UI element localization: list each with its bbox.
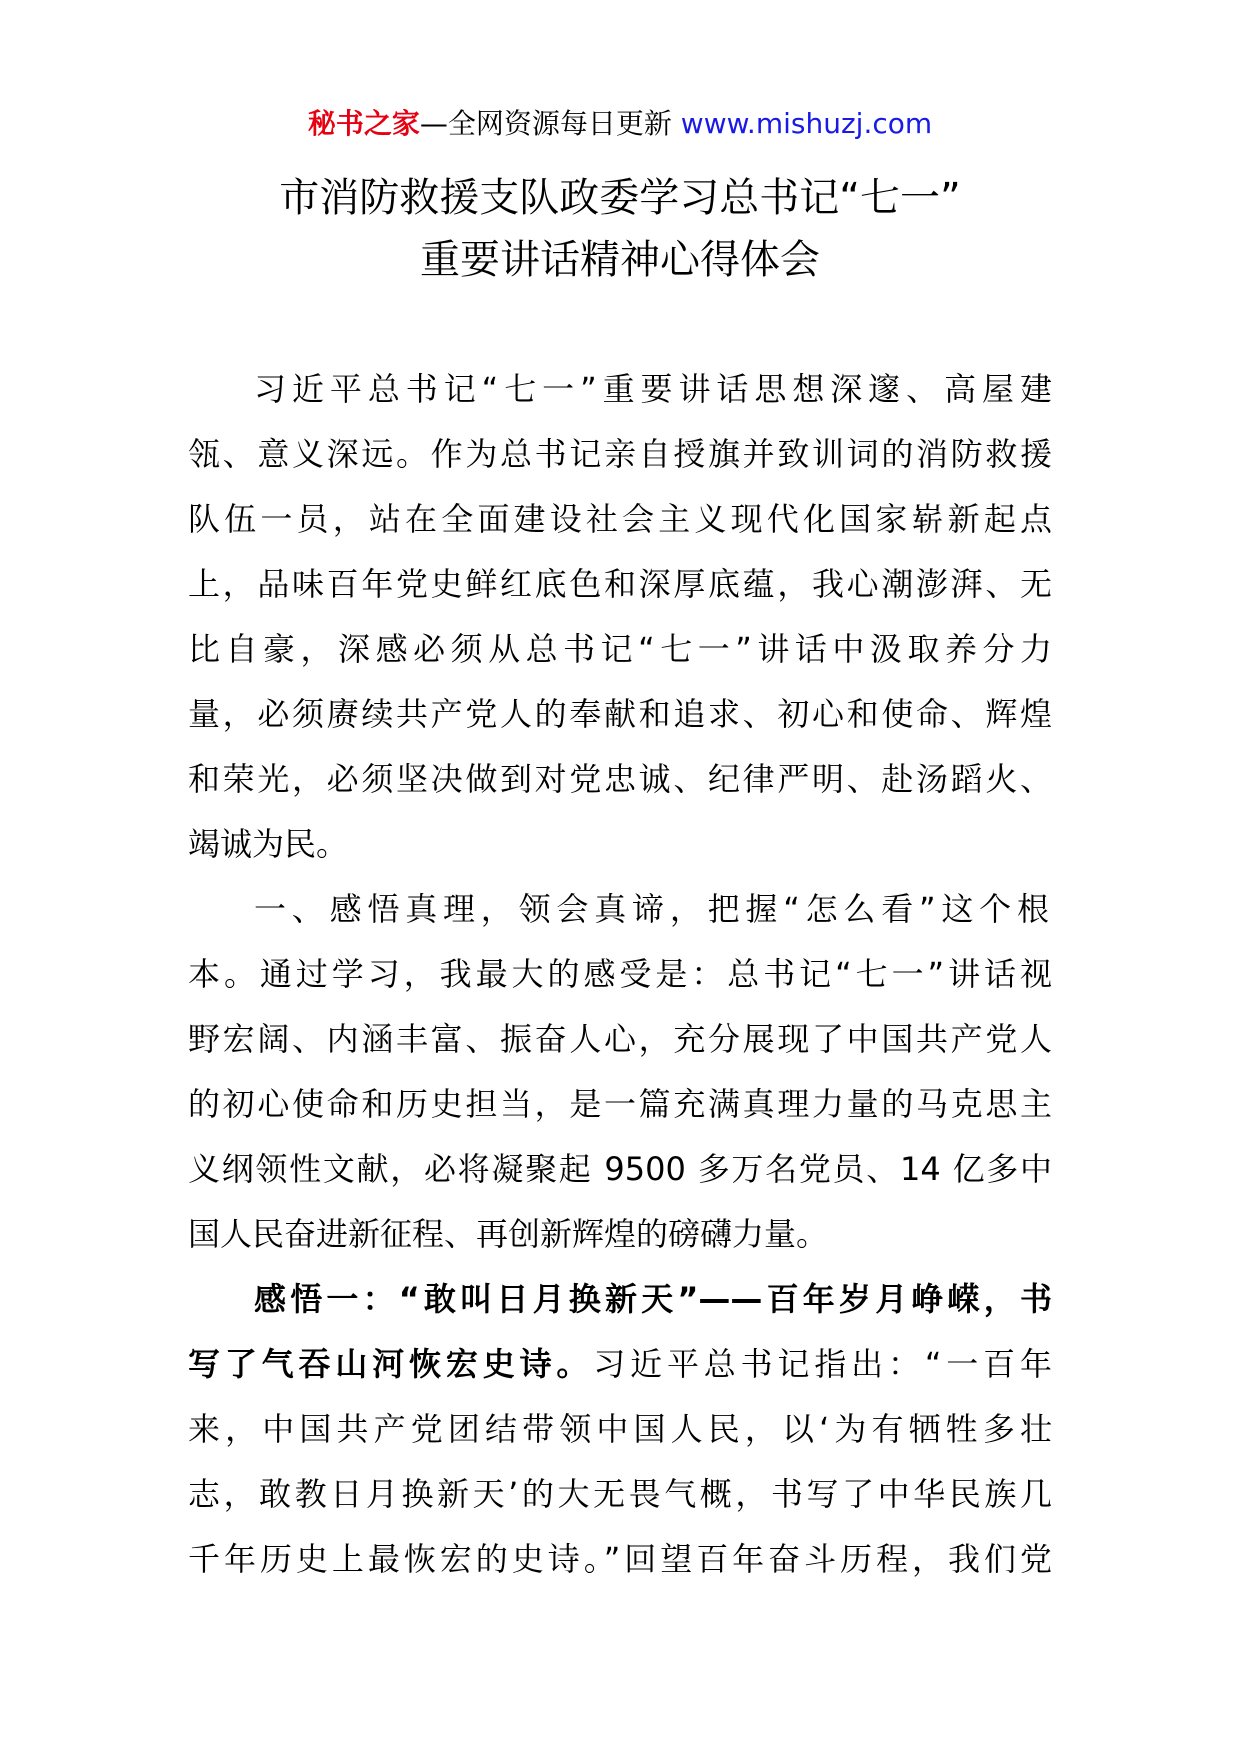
header-tagline: —全网资源每日更新	[419, 107, 672, 140]
document-title-line-2: 重要讲话精神心得体会	[420, 237, 820, 283]
text-line: 瓴、意义深远。作为总书记亲自授旗并致训词的消防救援	[188, 435, 1052, 473]
text-line	[188, 1332, 1052, 1397]
text-line: 上，品味百年党史鲜红底色和深厚底蕴，我心潮澎湃、无	[188, 565, 1052, 603]
quote-intro: 习近平总书记指出：“一百年	[593, 1345, 1052, 1383]
text-line: 本。通过学习，我最大的感受是：总书记“七一”讲话视	[188, 955, 1052, 993]
text-line: 志，敢教日月换新天’的大无畏气概，书写了中华民族几	[188, 1475, 1052, 1513]
paragraph-intro	[188, 357, 1052, 877]
brand-name: 秘书之家	[307, 107, 420, 140]
text-line: 千年历史上最恢宏的史诗。”回望百年奋斗历程，我们党	[188, 1540, 1052, 1578]
document-title-line-1: 市消防救援支队政委学习总书记“七一”	[279, 175, 961, 221]
text-line: 习近平总书记“七一”重要讲话思想深邃、高屋建	[254, 370, 1052, 408]
document-body	[188, 357, 1052, 1592]
insight-heading: 感悟一：“敢叫日月换新天”——百年岁月峥嵘，书	[254, 1280, 1052, 1318]
paragraph-section-one	[188, 877, 1052, 1267]
site-header	[0, 104, 1240, 144]
text-line: 的初心使命和历史担当，是一篇充满真理力量的马克思主	[188, 1085, 1052, 1123]
text-line: 量，必须赓续共产党人的奉献和追求、初心和使命、辉煌	[188, 695, 1052, 733]
text-line: 国人民奋进新征程、再创新辉煌的磅礴力量。	[188, 1215, 829, 1253]
paragraph-insight-one	[188, 1267, 1052, 1592]
text-line: 野宏阔、内涵丰富、振奋人心，充分展现了中国共产党人	[188, 1020, 1052, 1058]
text-line: 和荣光，必须坚决做到对党忠诚、纪律严明、赴汤蹈火、	[188, 760, 1052, 798]
text-line: 来，中国共产党团结带领中国人民，以‘为有牺牲多壮	[188, 1410, 1052, 1448]
text-line: 义纲领性文献，必将凝聚起 9500 多万名党员、14 亿多中	[188, 1150, 1052, 1188]
site-url-link[interactable]: www.mishuzj.com	[680, 107, 933, 140]
text-line: 比自豪，深感必须从总书记“七一”讲话中汲取养分力	[188, 630, 1052, 668]
section-heading: 一、感悟真理，领会真谛，把握“怎么看”这个根	[254, 890, 1052, 928]
text-line: 队伍一员，站在全面建设社会主义现代化国家崭新起点	[188, 500, 1052, 538]
text-line: 竭诚为民。	[188, 825, 349, 863]
insight-heading-end: 写了气吞山河恢宏史诗。	[188, 1345, 594, 1383]
